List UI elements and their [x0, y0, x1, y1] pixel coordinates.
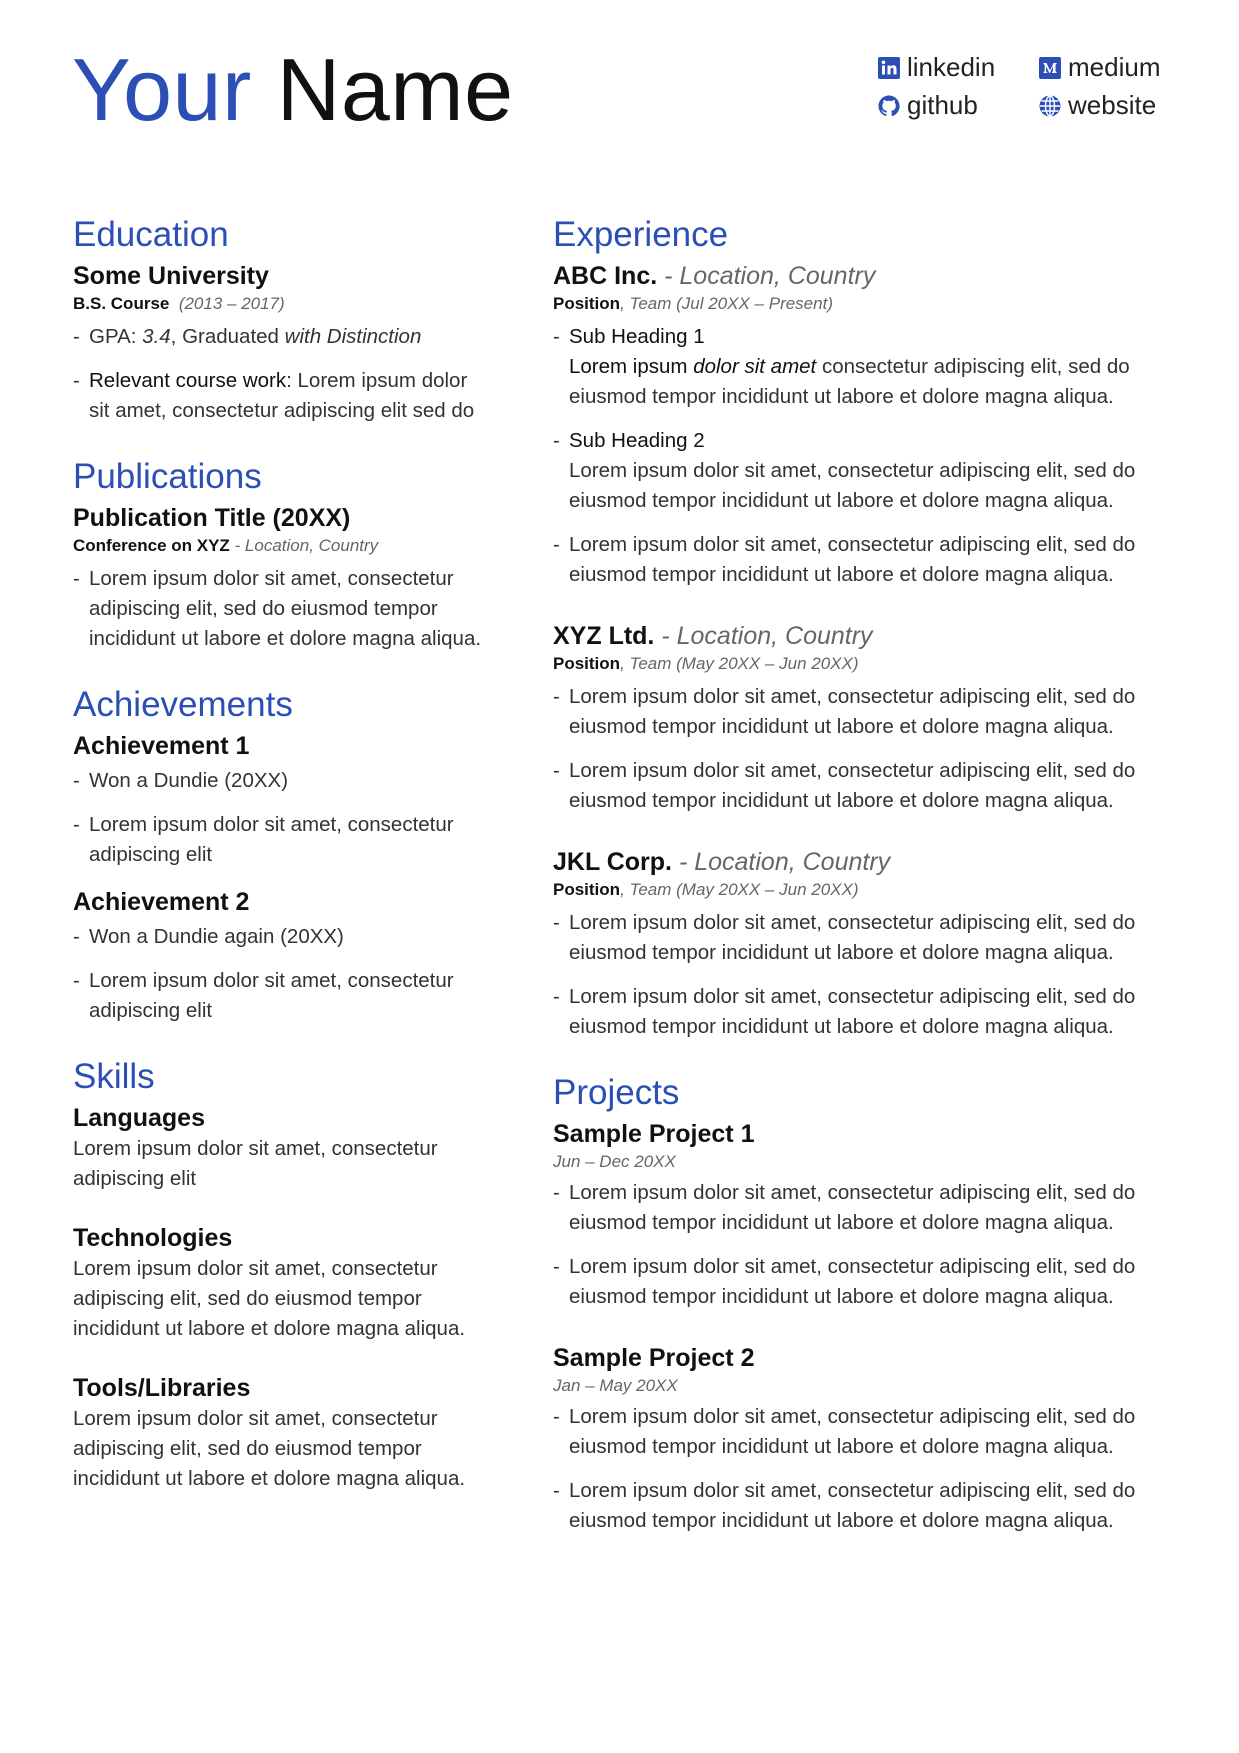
section-title: Education	[73, 215, 229, 254]
list-item: - Lorem ipsum dolor sit amet, consectetur adipiscing elit	[73, 810, 493, 870]
job-meta: Position, Team (Jul 20XX – Present)	[553, 294, 833, 313]
achievement-name: Achievement 2	[73, 888, 250, 916]
job-meta: Position, Team (May 20XX – Jun 20XX)	[553, 654, 859, 673]
medium-label: medium	[1068, 52, 1161, 82]
job-bullets	[553, 682, 1163, 816]
skill-text: Lorem ipsum dolor sit amet, consectetur adipiscing elit	[73, 1137, 438, 1190]
achievement-bullets	[73, 766, 493, 870]
linkedin-icon	[877, 56, 901, 80]
job-header: JKL Corp. - Location, Country	[553, 848, 891, 876]
project-bullets	[553, 1178, 1163, 1312]
project-dates: Jan – May 20XX	[553, 1376, 678, 1395]
website-label: website	[1068, 90, 1157, 120]
medium-link[interactable]	[1038, 52, 1160, 83]
list-item: - Relevant course work: Lorem ipsum dolor sit amet, consectetur adipiscing elit sed do	[73, 366, 493, 426]
list-item: - Lorem ipsum dolor sit amet, consectetur adipiscing elit, sed do eiusmod tempor incididunt ut labore et dolore magna aliqua.	[553, 1402, 1163, 1462]
school-name: Some University	[73, 262, 269, 290]
list-item: - Won a Dundie (20XX)	[73, 766, 493, 796]
list-item: - Lorem ipsum dolor sit amet, consectetur adipiscing elit, sed do eiusmod tempor incididunt ut labore et dolore magna aliqua.	[553, 756, 1163, 816]
publication-location: - Location, Country	[229, 536, 379, 555]
job-bullets	[553, 908, 1163, 1042]
course-name: B.S. Course	[73, 294, 170, 313]
course-dates: (2013 – 2017)	[178, 294, 285, 313]
section-title: Experience	[553, 215, 729, 254]
job-bullets	[553, 322, 1163, 590]
skills-section	[73, 1054, 493, 1494]
medium-icon	[1038, 56, 1062, 80]
project-name: Sample Project 2	[553, 1344, 755, 1372]
job-header: XYZ Ltd. - Location, Country	[553, 622, 873, 650]
achievement-bullets	[73, 922, 493, 1026]
job-entry	[553, 846, 1163, 1042]
page-title	[72, 40, 514, 140]
job-entry	[553, 620, 1163, 816]
project-bullets	[553, 1402, 1163, 1536]
skill-text: Lorem ipsum dolor sit amet, consectetur adipiscing elit, sed do eiusmod tempor incididunt ut labore et dolore magna aliqua.	[73, 1257, 466, 1340]
list-item: - Lorem ipsum dolor sit amet, consectetur adipiscing elit, sed do eiusmod tempor incididunt ut labore et dolore magna aliqua.	[73, 564, 493, 654]
skill-category: Tools/Libraries	[73, 1374, 251, 1402]
project-entry	[553, 1118, 1163, 1312]
linkedin-label: linkedin	[907, 52, 996, 82]
experience-section	[553, 212, 1163, 1042]
job-header: ABC Inc. - Location, Country	[553, 262, 876, 290]
github-icon	[877, 94, 901, 118]
list-item: - Lorem ipsum dolor sit amet, consectetur adipiscing elit, sed do eiusmod tempor incididunt ut labore et dolore magna aliqua.	[553, 682, 1163, 742]
right-column	[553, 212, 1163, 1550]
projects-section	[553, 1070, 1163, 1536]
publication-bullets	[73, 564, 493, 654]
list-item: - Lorem ipsum dolor sit amet, consectetur adipiscing elit, sed do eiusmod tempor incididunt ut labore et dolore magna aliqua.	[553, 530, 1163, 590]
skill-category: Languages	[73, 1104, 205, 1132]
list-item: - Lorem ipsum dolor sit amet, consectetur adipiscing elit, sed do eiusmod tempor incididunt ut labore et dolore magna aliqua.	[553, 1178, 1163, 1238]
list-item: - Lorem ipsum dolor sit amet, consectetur adipiscing elit, sed do eiusmod tempor incididunt ut labore et dolore magna aliqua.	[553, 1252, 1163, 1312]
last-name: Name	[276, 40, 514, 139]
list-item: - GPA: 3.4, Graduated with Distinction	[73, 322, 493, 352]
globe-icon	[1038, 94, 1062, 118]
linkedin-link[interactable]	[877, 52, 995, 83]
first-name: Your	[72, 40, 252, 139]
achievement-name: Achievement 1	[73, 732, 250, 760]
list-item: - Lorem ipsum dolor sit amet, consectetur adipiscing elit	[73, 966, 493, 1026]
education-section	[73, 212, 493, 426]
list-item: - Lorem ipsum dolor sit amet, consectetur adipiscing elit, sed do eiusmod tempor incididunt ut labore et dolore magna aliqua.	[553, 982, 1163, 1042]
publication-title: Publication Title (20XX)	[73, 504, 351, 532]
list-item: - Sub Heading 1 Lorem ipsum dolor sit amet consectetur adipiscing elit, sed do eiusmod tempor incididunt ut labore et dolore magna aliqua.	[553, 322, 1163, 412]
project-dates: Jun – Dec 20XX	[553, 1152, 676, 1171]
skill-category: Technologies	[73, 1224, 233, 1252]
list-item: - Lorem ipsum dolor sit amet, consectetur adipiscing elit, sed do eiusmod tempor incididunt ut labore et dolore magna aliqua.	[553, 908, 1163, 968]
skill-text: Lorem ipsum dolor sit amet, consectetur adipiscing elit, sed do eiusmod tempor incididunt ut labore et dolore magna aliqua.	[73, 1407, 466, 1490]
publication-venue: Conference on XYZ	[73, 536, 230, 555]
contact-links	[877, 52, 1177, 132]
section-title: Skills	[73, 1057, 155, 1096]
website-link[interactable]	[1038, 90, 1156, 121]
section-title: Publications	[73, 457, 262, 496]
publication-meta	[73, 534, 493, 558]
achievements-section	[73, 682, 493, 1026]
list-item: - Lorem ipsum dolor sit amet, consectetur adipiscing elit, sed do eiusmod tempor incididunt ut labore et dolore magna aliqua.	[553, 1476, 1163, 1536]
job-meta: Position, Team (May 20XX – Jun 20XX)	[553, 880, 859, 899]
left-column	[73, 212, 493, 1494]
list-item: - Sub Heading 2 Lorem ipsum dolor sit amet, consectetur adipiscing elit, sed do eiusmod tempor incididunt ut labore et dolore magna aliqua.	[553, 426, 1163, 516]
github-label: github	[907, 90, 978, 120]
project-entry	[553, 1342, 1163, 1536]
project-name: Sample Project 1	[553, 1120, 755, 1148]
section-title: Projects	[553, 1073, 680, 1112]
list-item: - Won a Dundie again (20XX)	[73, 922, 493, 952]
github-link[interactable]	[877, 90, 978, 121]
education-bullets	[73, 322, 493, 426]
publications-section	[73, 454, 493, 654]
course-meta	[73, 292, 493, 316]
job-entry	[553, 260, 1163, 590]
section-title: Achievements	[73, 685, 293, 724]
